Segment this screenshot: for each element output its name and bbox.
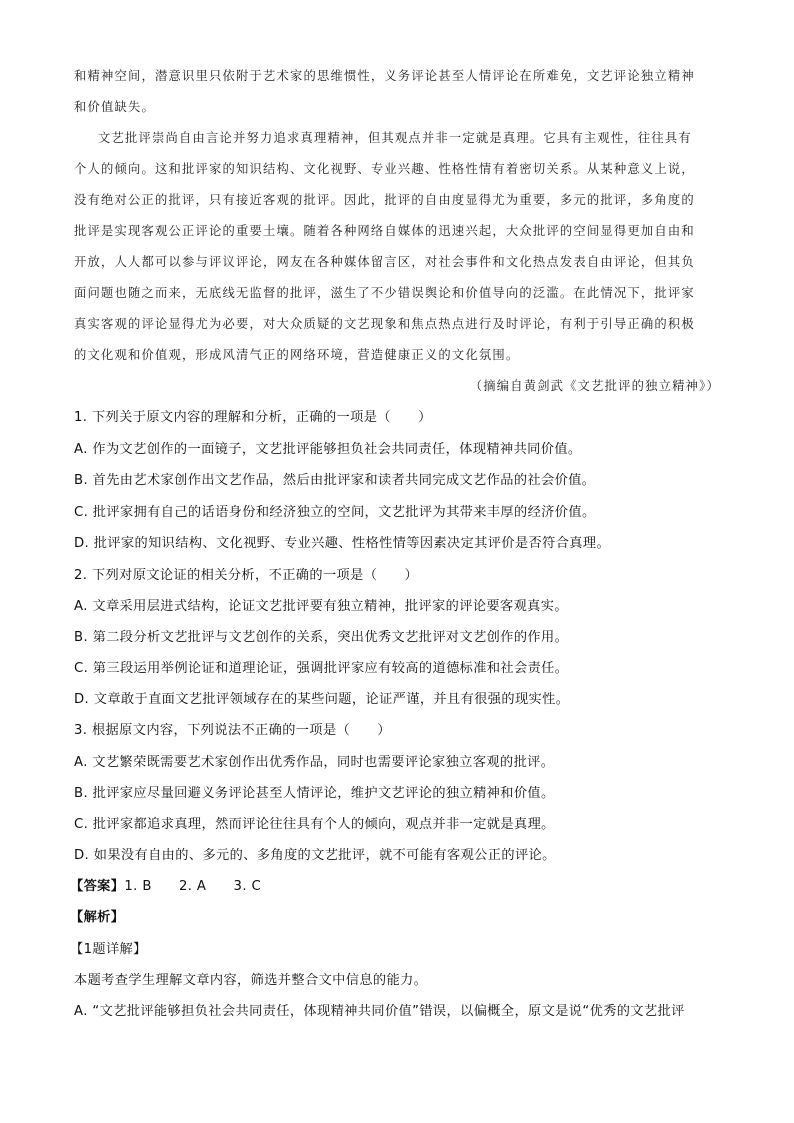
question-option: D. 批评家的知识结构、文化视野、专业兴趣、性格性情等因素决定其评价是否符合真理。 bbox=[74, 536, 611, 551]
explanation-line: 本题考查学生理解文章内容，筛选并整合文中信息的能力。 bbox=[74, 973, 428, 988]
question-option: C. 批评家都追求真理，然而评论往往具有个人的倾向，观点并非一定就是真理。 bbox=[74, 817, 555, 832]
answer-label: 【答案】 bbox=[70, 879, 125, 894]
question-option: D. 如果没有自由的、多元的、多角度的文艺批评，就不可能有客观公正的评论。 bbox=[74, 848, 556, 863]
source-citation: （摘编自黄剑武《文艺批评的独立精神》） bbox=[469, 379, 720, 393]
passage-line: 面问题也随之而来，无底线无监督的批评，滋生了不少错误舆论和价值导向的泛滥。在此情况下，批评家 bbox=[74, 286, 695, 300]
passage-line: 和价值缺失。 bbox=[74, 100, 155, 114]
passage-line: 开放，人人都可以参与评议评论，网友在各种媒体留言区，对社会事件和文化热点发表自由评论，但其负 bbox=[74, 255, 695, 269]
passage-line: 没有绝对公正的批评，只有接近客观的批评。因此，批评的自由度显得尤为重要，多元的批评，多角度的 bbox=[74, 193, 695, 207]
question-stem: 2. 下列对原文论证的相关分析，不正确的一项是（ ） bbox=[74, 568, 419, 583]
question-option: B. 批评家应尽量回避义务评论甚至人情评论，维护文艺评论的独立精神和价值。 bbox=[74, 786, 555, 801]
detail-label: 【1题详解】 bbox=[70, 942, 147, 957]
answer-line bbox=[70, 877, 261, 897]
question-option: D. 文章敢于直面文艺批评领域存在的某些问题，论证严谨，并且有很强的现实性。 bbox=[74, 692, 570, 707]
passage-line: 批评是实现客观公正评论的重要土壤。随着各种网络自媒体的迅速兴起，大众批评的空间显得更加自由和 bbox=[74, 224, 695, 238]
question-option: A. 文章采用层进式结构，论证文艺批评要有独立精神，批评家的评论要客观真实。 bbox=[74, 599, 568, 614]
explanation-line: A. “文艺批评能够担负社会共同责任，体现精神共同价值”错误，以偏概全，原文是说“优秀的文艺批评 bbox=[74, 1004, 685, 1019]
passage-line: 真实客观的评论显得尤为必要，对大众质疑的文艺现象和焦点热点进行及时评论，有利于引导正确的积极 bbox=[74, 317, 695, 331]
passage-line: 的文化观和价值观，形成风清气正的网络环境，营造健康正义的文化氛围。 bbox=[74, 348, 520, 362]
question-option: A. 作为文艺创作的一面镜子，文艺批评能够担负社会共同责任，体现精神共同价值。 bbox=[74, 442, 582, 457]
question-option: B. 第二段分析文艺批评与文艺创作的关系，突出优秀文艺批评对文艺创作的作用。 bbox=[74, 630, 569, 645]
question-option: C. 第三段运用举例论证和道理论证，强调批评家应有较高的道德标准和社会责任。 bbox=[74, 661, 569, 676]
question-stem: 3. 根据原文内容，下列说法不正确的一项是（ ） bbox=[74, 723, 391, 738]
answer-value: 1. B 2. A 3. C bbox=[124, 879, 262, 894]
passage-line: 和精神空间，潜意识里只依附于艺术家的思维惯性，义务评论甚至人情评论在所难免，文艺评论独立精神 bbox=[74, 69, 695, 83]
passage-line: 文艺批评崇尚自由言论并努力追求真理精神，但其观点并非一定就是真理。它具有主观性，往往具有 bbox=[98, 131, 692, 145]
question-option: A. 文艺繁荣既需要艺术家创作出优秀作品，同时也需要评论家独立客观的批评。 bbox=[74, 755, 555, 770]
question-option: B. 首先由艺术家创作出文艺作品，然后由批评家和读者共同完成文艺作品的社会价值。 bbox=[74, 473, 596, 488]
analysis-label: 【解析】 bbox=[70, 910, 125, 925]
question-stem: 1. 下列关于原文内容的理解和分析，正确的一项是（ ） bbox=[74, 410, 432, 425]
question-option: C. 批评家拥有自己的话语身份和经济独立的空间，文艺批评为其带来丰厚的经济价值。 bbox=[74, 505, 596, 520]
passage-line: 个人的倾向。这和批评家的知识结构、文化视野、专业兴趣、性格性情有着密切关系。从某种意义上说， bbox=[74, 162, 695, 176]
